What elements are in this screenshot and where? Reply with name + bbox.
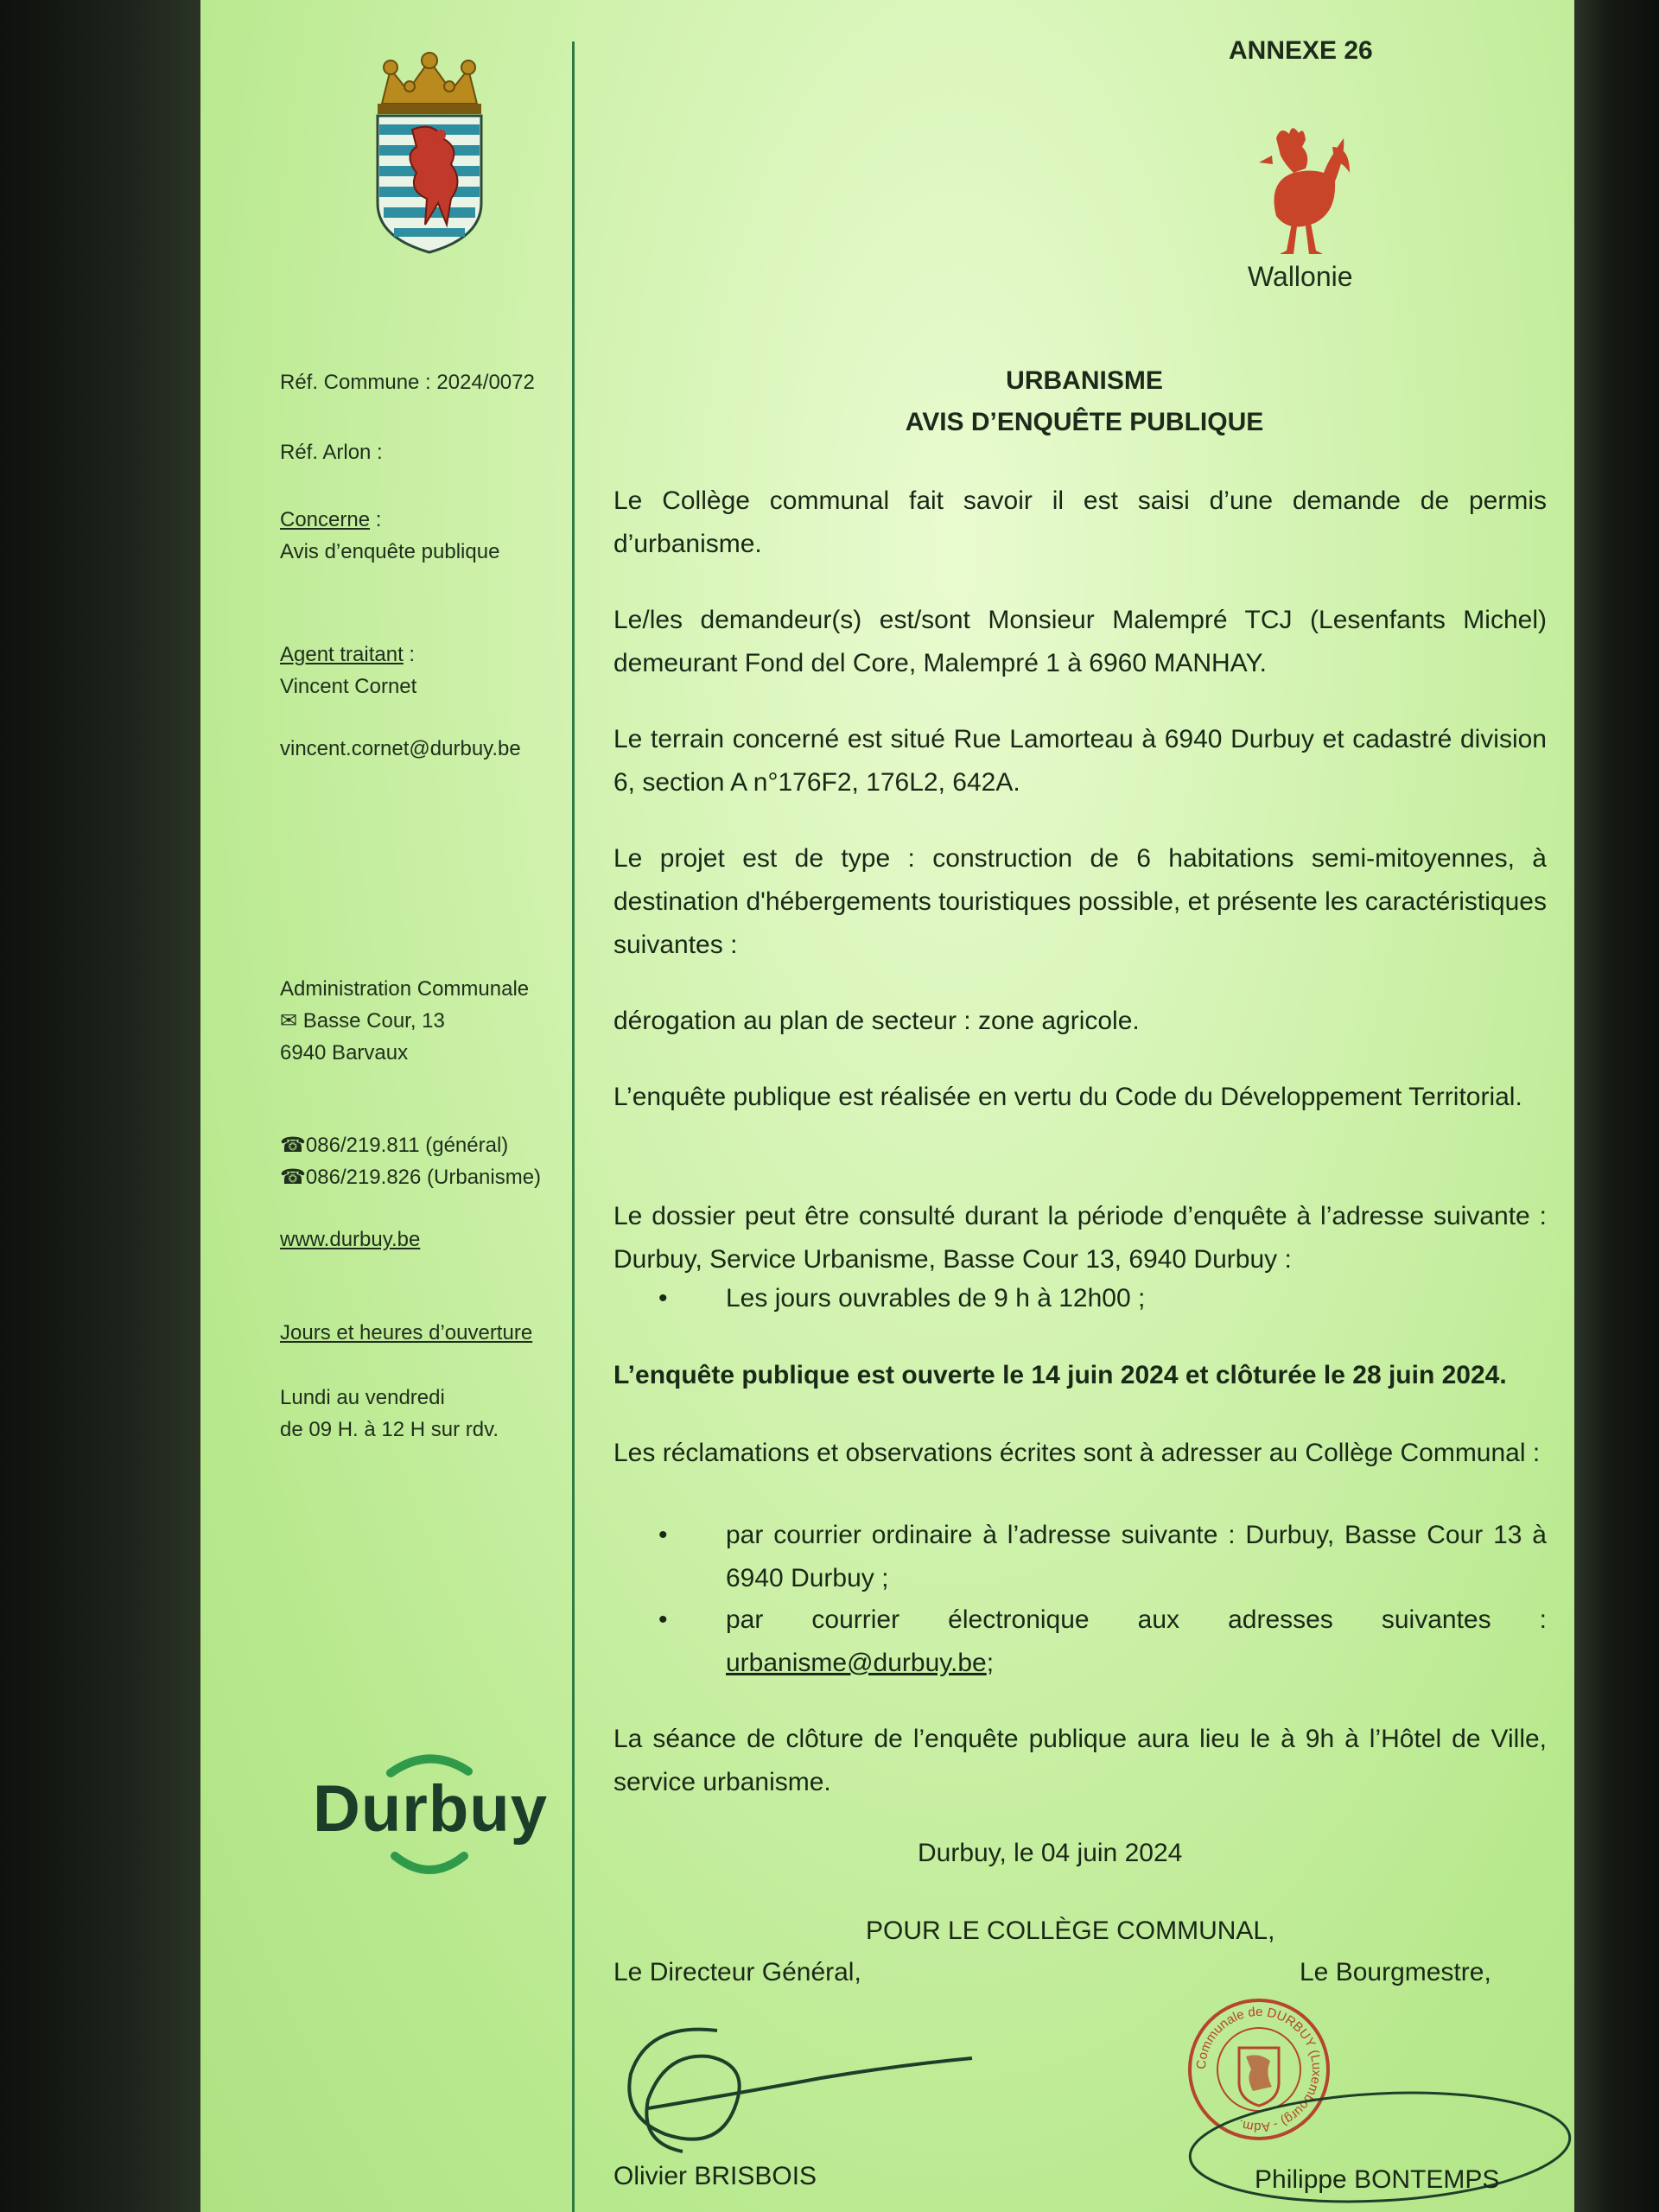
durbuy-logo-text: Durbuy [313,1772,548,1846]
agent-name: Vincent Cornet [280,675,417,698]
wallonie-label: Wallonie [1248,261,1353,292]
paragraph-dates [613,1354,1547,1397]
bullet-email [658,1599,1547,1685]
bullet-dot: • [658,1521,668,1549]
paragraph-terrain [613,718,1547,804]
paragraph-reclamations [613,1432,1547,1475]
paragraph-reclamations-text: Les réclamations et observations écrites sont à adresser au Collège Communal : [613,1439,1541,1467]
bullet-email-end: ; [986,1649,995,1677]
ref-arlon: Réf. Arlon : [280,441,383,464]
paragraph-terrain-text: Le terrain concerné est situé Rue Lamorteau à 6940 Durbuy et cadastré division 6, section A n°176F2, 176L2, 642A. [613,725,1547,797]
bullet-courrier [658,1514,1547,1600]
director-name: Olivier BRISBOIS [613,2162,817,2190]
admin-address: ✉ Basse Cour, 13 [280,1009,445,1033]
wallonie-rooster-icon [1242,121,1354,259]
date-line: Durbuy, le 04 juin 2024 [918,1839,1183,1867]
website-link[interactable]: www.durbuy.be [280,1228,421,1251]
paragraph-derogation-text: dérogation au plan de secteur : zone agricole. [613,1007,1140,1035]
college-line: POUR LE COLLÈGE COMMUNAL, [866,1916,1275,1945]
agent-email[interactable]: vincent.cornet@durbuy.be [280,737,521,760]
paragraph-demandeur-text: Le/les demandeur(s) est/sont Monsieur Malempré TCJ (Lesenfants Michel) demeurant Fond del Core, Malempré 1 à 6960 MANHAY. [613,606,1547,677]
urbanisme-email-link[interactable]: urbanisme@durbuy.be [726,1649,987,1677]
agent-label: Agent traitant [280,643,404,666]
paragraph-demande-text: Le Collège communal fait savoir il est saisi d’une demande de permis d’urbanisme. [613,486,1547,558]
paragraph-projet [613,837,1547,967]
director-title: Le Directeur Général, [613,1958,861,1986]
bullet-jours-text: Les jours ouvrables de 9 h à 12h00 ; [726,1284,1146,1313]
paragraph-dossier-text: Le dossier peut être consulté durant la période d’enquête à l’adresse suivante : Durbuy, Service Urbanisme, Basse Cour 13, 6940 Durbuy : [613,1202,1547,1274]
screen-bezel-right [1574,0,1659,2212]
bullet-dot: • [658,1284,668,1313]
paragraph-dates-text: L’enquête publique est ouverte le 14 juin 2024 et clôturée le 28 juin 2024. [613,1361,1507,1389]
hours-title: Jours et heures d’ouverture [280,1321,533,1344]
bullet-courrier-text: par courrier ordinaire à l’adresse suivante : Durbuy, Basse Cour 13 à 6940 Durbuy ; [726,1521,1547,1592]
paragraph-dossier [613,1195,1547,1281]
paragraph-derogation [613,1000,1547,1043]
bullet-dot: • [658,1605,668,1634]
bullet-email-text [726,1599,1547,1685]
concerne-label: Concerne [280,508,371,531]
director-signature-icon [613,2013,976,2160]
agent-label-line [280,639,415,671]
paragraph-code [613,1076,1547,1119]
hours-time: de 09 H. à 12 H sur rdv. [280,1418,499,1441]
coat-of-arms-icon [365,52,494,259]
concerne-colon: : [370,508,382,531]
paragraph-projet-text: Le projet est de type : construction de 6 habitations semi-mitoyennes, à destination d'hébergements touristiques possible, et présente les caractéristiques suivantes : [613,844,1547,959]
admin-title: Administration Communale [280,977,530,1001]
hours-days: Lundi au vendredi [280,1386,445,1409]
admin-city: 6940 Barvaux [280,1041,409,1065]
durbuy-logo [313,1745,546,1884]
mayor-name: Philippe BONTEMPS [1255,2165,1500,2194]
stamp-text: Communale de DURBUY (Luxembourg) - Adm. [1193,2004,1325,2135]
phone-general: ☎086/219.811 (général) [280,1134,509,1157]
column-divider [572,41,575,2212]
mayor-title: Le Bourgmestre, [1300,1958,1491,1986]
bullet-email-intro: par courrier électronique aux adresses suivantes : [726,1605,1547,1634]
screen-bezel-left [0,0,200,2212]
annexe-label: ANNEXE 26 [1229,36,1373,65]
title-urbanisme: URBANISME [1006,366,1163,395]
concerne-label-line [280,505,381,536]
notice-sheet [200,0,1574,2212]
paragraph-demandeur [613,599,1547,685]
title-avis: AVIS D’ENQUÊTE PUBLIQUE [905,408,1264,436]
agent-colon: : [403,643,416,666]
paragraph-cloture [613,1718,1547,1804]
paragraph-demande [613,480,1547,566]
ref-commune: Réf. Commune : 2024/0072 [280,371,535,394]
paragraph-cloture-text: La séance de clôture de l’enquête publique aura lieu le à 9h à l’Hôtel de Ville, service urbanisme. [613,1725,1547,1796]
phone-urbanisme: ☎086/219.826 (Urbanisme) [280,1166,542,1189]
concerne-value: Avis d’enquête publique [280,540,500,563]
paragraph-code-text: L’enquête publique est réalisée en vertu du Code du Développement Territorial. [613,1083,1522,1111]
bullet-jours [658,1277,1547,1320]
